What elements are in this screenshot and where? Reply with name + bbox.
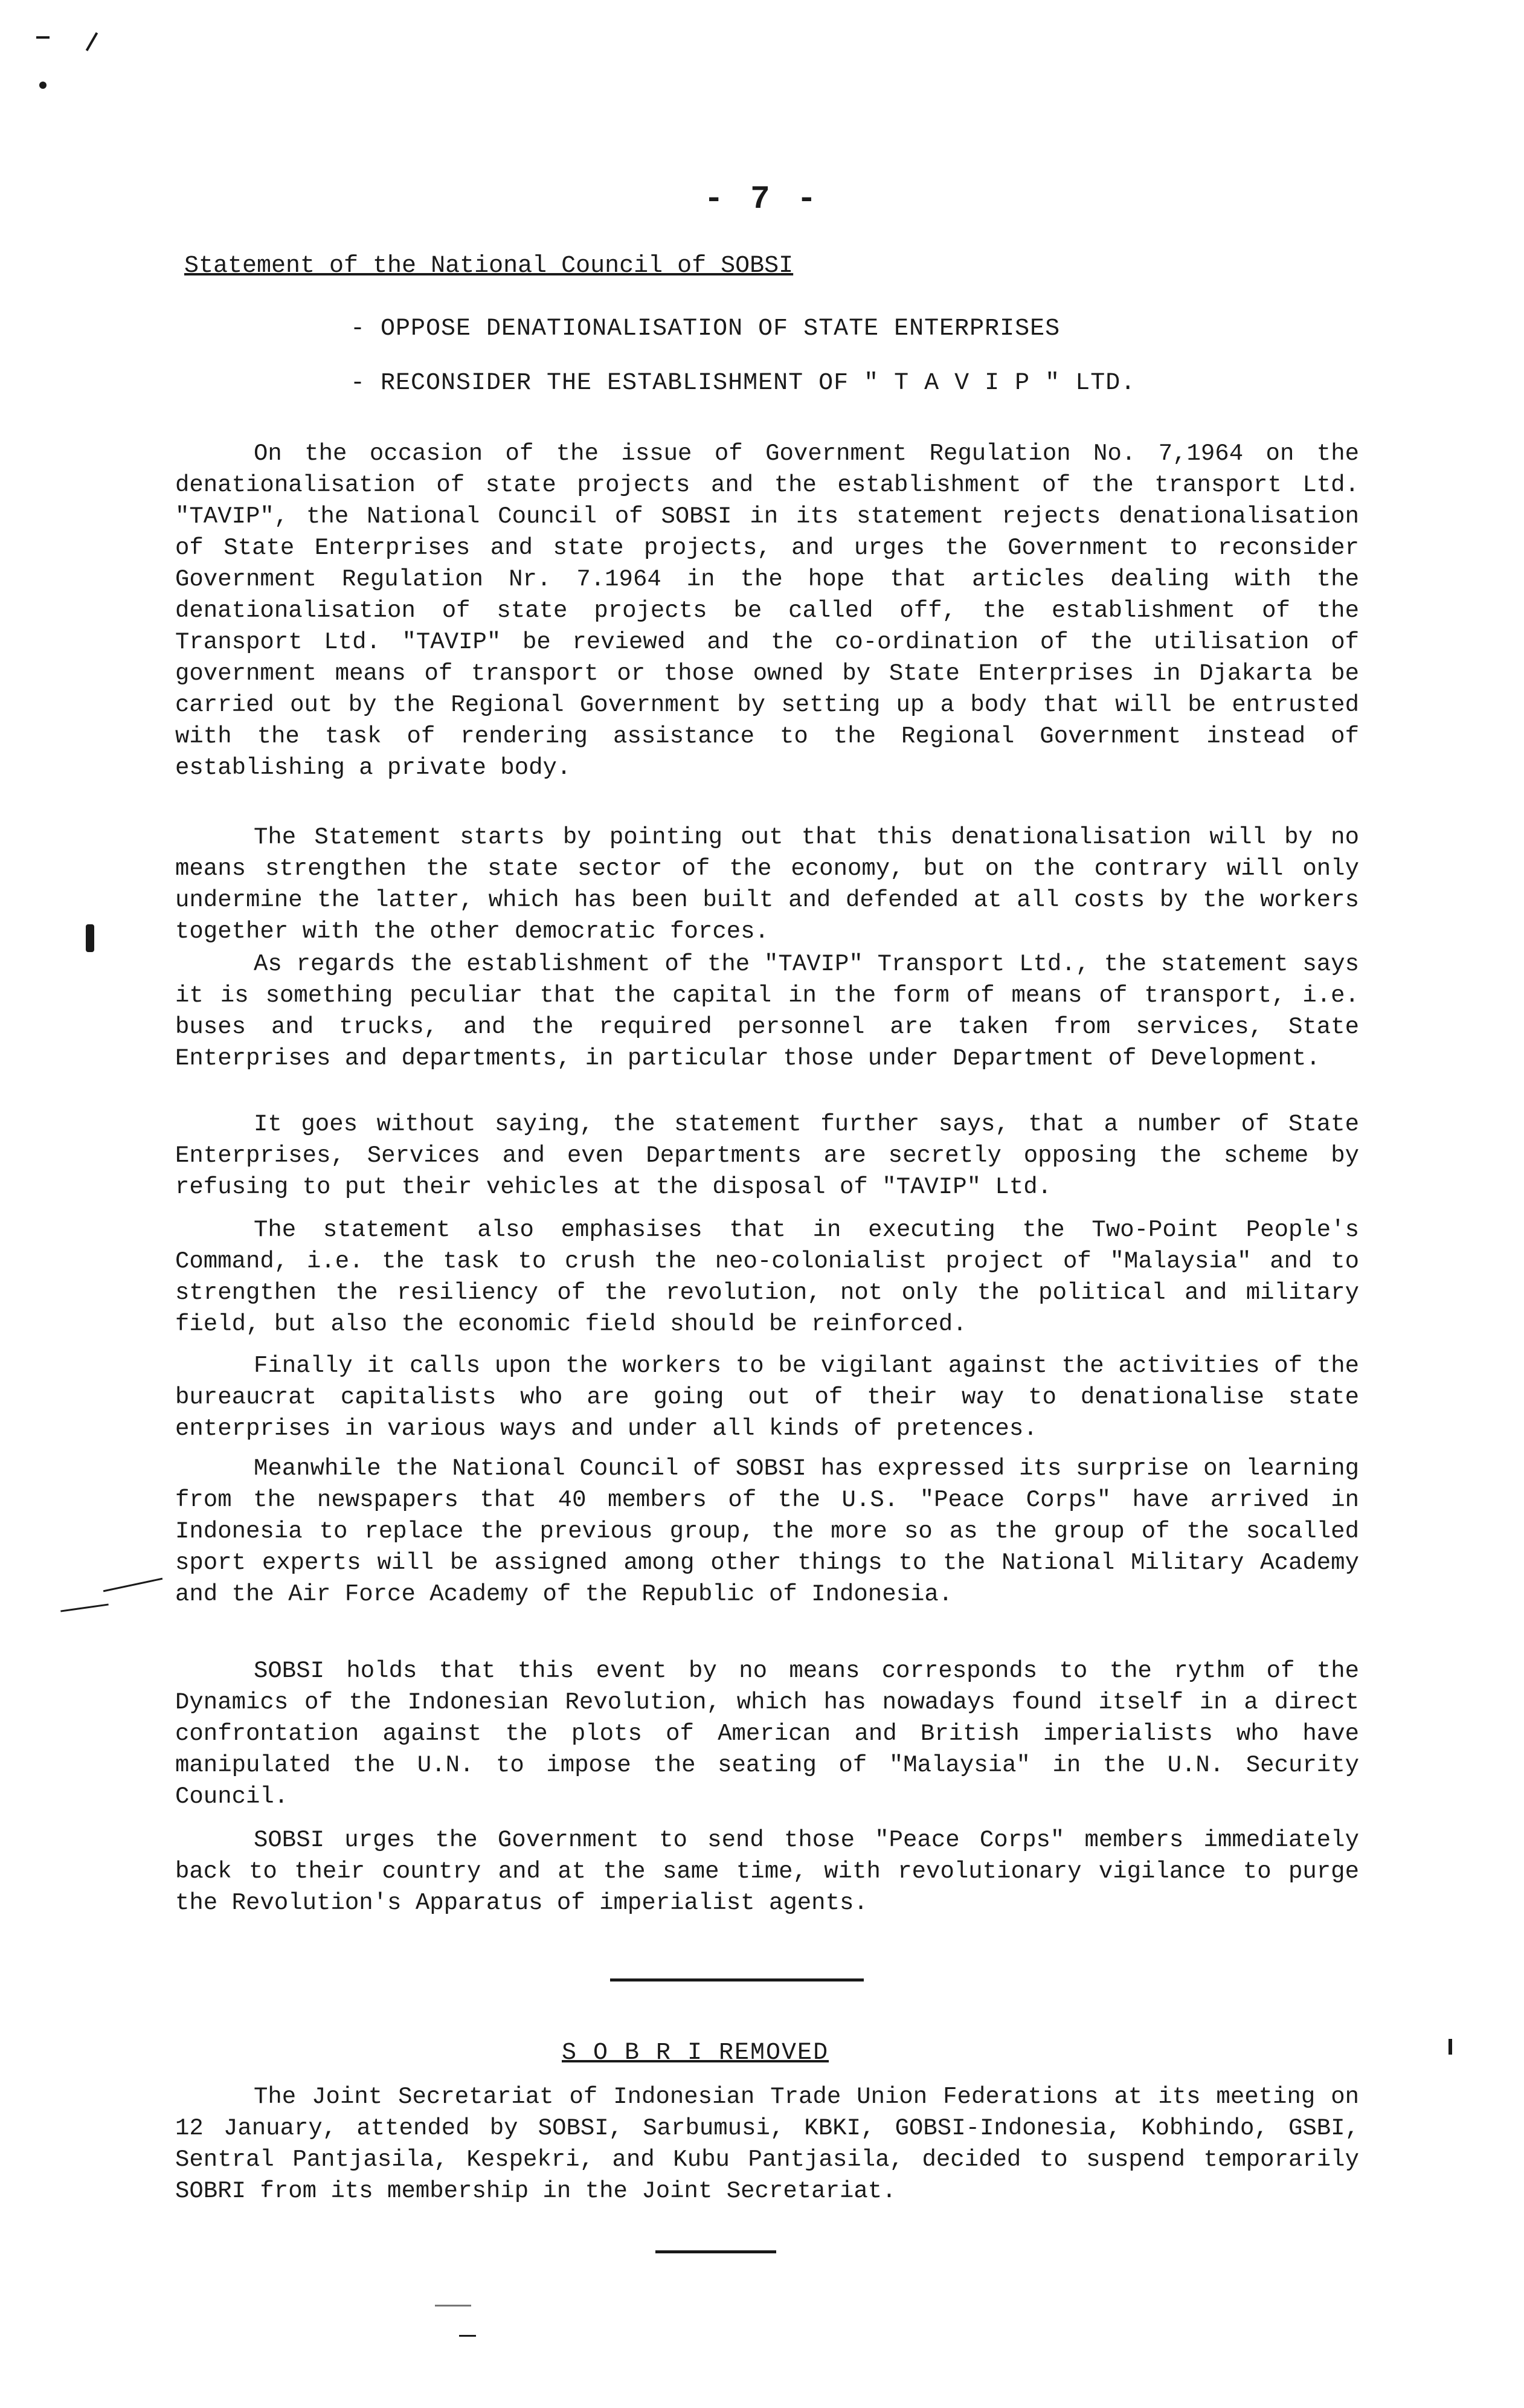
end-divider [655,2250,776,2253]
paragraph: The Statement starts by pointing out that this denationalisation will by no means strengthen the state sector of the economy, but on the contrary will only undermine the latter, which has been built and defended at all costs by the workers together with the other democratic forces. [175,824,1359,945]
section-divider [610,1978,864,1981]
subtitle-oppose: - OPPOSE DENATIONALISATION OF STATE ENTERPRISES [350,315,1061,343]
ink-speck [459,2335,476,2337]
paragraph: The statement also emphasises that in executing the Two-Point People's Command, i.e. the task to crush the neo-colonialist project of "Malaysia" and to strengthen the resiliency of the revolution, not only the political and military field, but also the economic field should be reinforced. [175,1217,1359,1338]
handwritten-mark [86,32,98,51]
ink-speck [39,82,47,89]
ink-speck [435,2305,471,2307]
ink-speck [36,36,50,39]
paragraph: It goes without saying, the statement further says, that a number of State Enterprises, Services and even Departments are secretly opposing the scheme by refusing to put their vehicles at the disposal of "TAVIP" Ltd. [175,1111,1359,1200]
paragraph: As regards the establishment of the "TAVIP" Transport Ltd., the statement says it is something peculiar that the capital in the form of means of transport, i.e. buses and trucks, and the required personnel are taken from services, State Enterprises and departments, in particular those under Department of Development. [175,951,1359,1072]
paragraph: On the occasion of the issue of Government Regulation No. 7,1964 on the denationalisation of state projects and the establishment of the transport Ltd. "TAVIP", the National Council of SOBSI in its statement rejects denationalisation of State Enterprises and state projects, and urges the Government to reconsider Government Regulation Nr. 7.1964 in the hope that articles dealing with the denationalisation of state projects be called off, the establishment of the Transport Ltd. "TAVIP" be reviewed and the co-ordination of the utilisation of government means of transport or those owned by State Enterprises in Djakarta be carried out by the Regional Government by setting up a body that will be entrusted with the task of rendering assistance to the Regional Government instead of establishing a private body. [175,440,1359,781]
paragraph: SOBSI urges the Government to send those "Peace Corps" members immediately back to their country and at the same time, with revolutionary vigilance to purge the Revolution's Apparatus of imperialist agents. [175,1827,1359,1916]
punch-hole-mark [86,924,94,952]
paragraph: Finally it calls upon the workers to be vigilant against the activities of the bureaucrat capitalists who are going out of their way to denationalise state enterprises in various ways and under all kinds of pretences. [175,1353,1359,1442]
margin-pencil-mark [60,1603,109,1612]
ink-speck [1448,2039,1452,2055]
paragraph: Meanwhile the National Council of SOBSI has expressed its surprise on learning from the newspapers that 40 members of the U.S. "Peace Corps" have arrived in Indonesia to replace the previous group, the more so as the group of the socalled sport experts will be assigned among other things to the National Military Academy and the Air Force Academy of the Republic of Indonesia. [175,1455,1359,1608]
section-title-sobri-removed: S O B R I REMOVED [562,2039,829,2067]
paragraph: The Joint Secretariat of Indonesian Trade Union Federations at its meeting on 12 January, attended by SOBSI, Sarbumusi, KBKI, GOBSI-Indonesia, Kobhindo, GSBI, Sentral Pantjasila, Kespekri, and Kubu Pantjasila, decided to suspend temporarily SOBRI from its membership in the Joint Secretariat. [175,2084,1359,2204]
subtitle-reconsider: - RECONSIDER THE ESTABLISHMENT OF " T A V I P " LTD. [350,370,1136,397]
statement-title: Statement of the National Council of SOBSI [184,253,794,280]
page-number: - 7 - [704,181,820,218]
margin-pencil-mark [103,1578,162,1592]
paragraph: SOBSI holds that this event by no means corresponds to the rythm of the Dynamics of the Indonesian Revolution, which has nowadays found itself in a direct confrontation against the plots of American and British imperialists who have manipulated the U.N. to impose the seating of "Malaysia" in the U.N. Security Council. [175,1658,1359,1810]
